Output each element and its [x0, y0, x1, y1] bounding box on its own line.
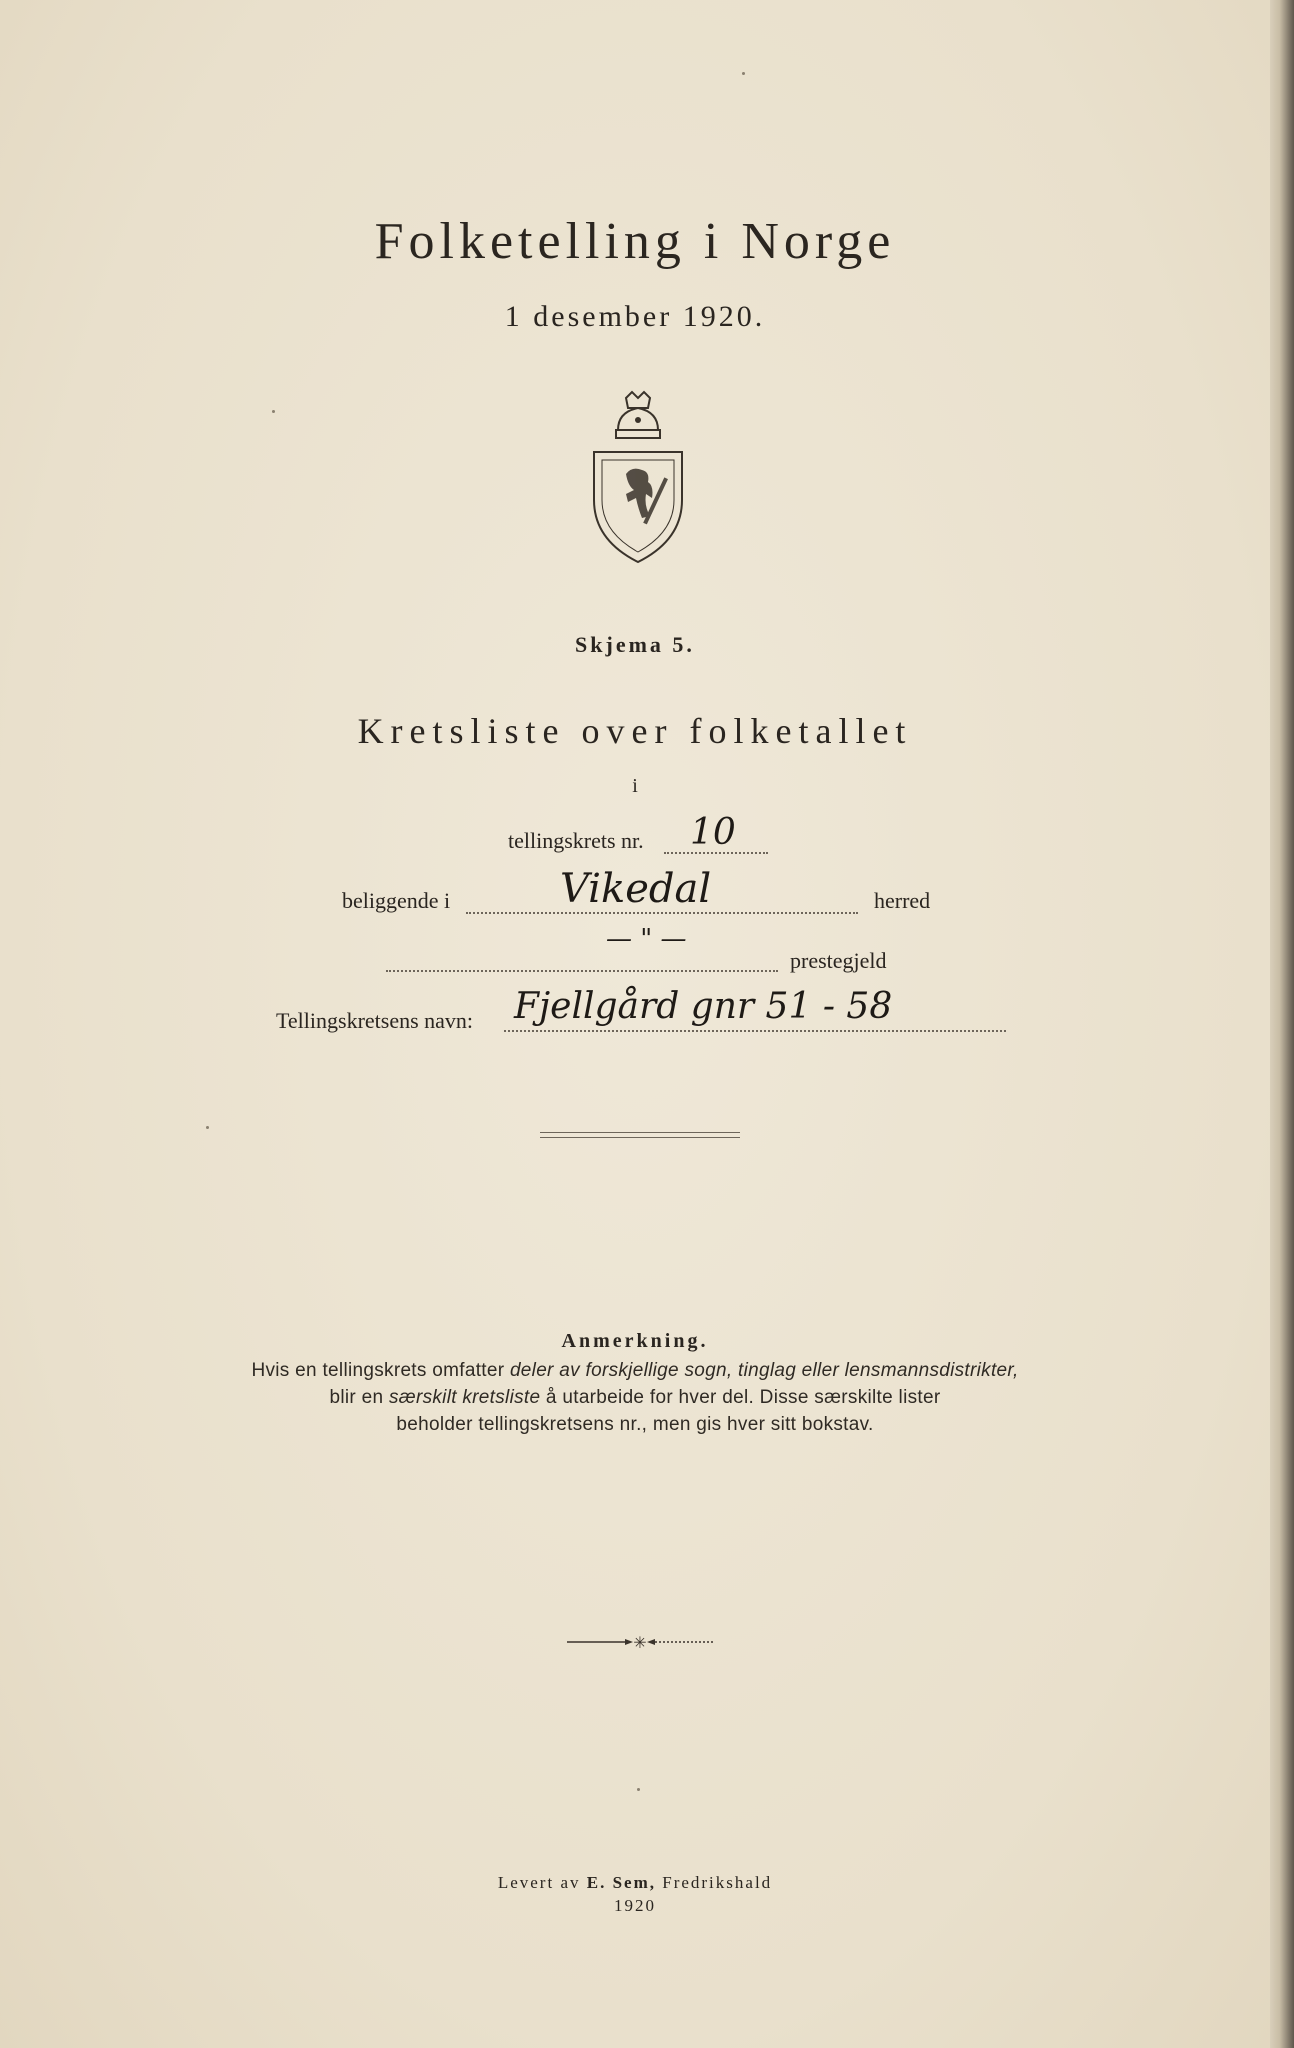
note-line-1-text: Hvis en tellingskrets omfatter	[251, 1360, 510, 1381]
document-title: Folketelling i Norge	[374, 213, 896, 270]
tellingskrets-label: tellingskrets nr.	[508, 828, 644, 853]
printer-year: 1920	[614, 1896, 656, 1915]
tellingskrets-number: 10	[690, 812, 736, 853]
beliggende-label: beliggende i	[342, 888, 451, 913]
note-line-2	[0, 1387, 1270, 1409]
paper-speck	[742, 72, 745, 75]
note-line-1	[0, 1360, 1270, 1382]
printer-name: E. Sem,	[586, 1873, 656, 1892]
kretsnavn-label: Tellingskretsens navn:	[276, 1008, 474, 1033]
printer-line	[0, 1873, 1270, 1893]
paper-speck	[637, 1788, 640, 1791]
prestegjeld-label: prestegjeld	[790, 948, 887, 973]
printer-city: Fredrikshald	[655, 1873, 773, 1892]
divider-rule	[540, 1132, 740, 1138]
note-line-2-italic: særskilt kretsliste	[388, 1387, 541, 1408]
paper-speck	[206, 1126, 209, 1129]
note-heading: Anmerkning.	[561, 1330, 709, 1352]
printer-prefix: Levert av	[497, 1873, 587, 1892]
herred-label: herred	[874, 888, 931, 913]
kretsnavn-line	[504, 1030, 1006, 1032]
census-date: 1 desember 1920.	[504, 300, 766, 333]
prestegjeld-line	[386, 970, 778, 972]
schema-number: Skjema 5.	[575, 632, 695, 657]
note-line-2-text-a: blir en	[329, 1387, 389, 1408]
form-heading: Kretsliste over folketallet	[357, 711, 913, 751]
ornament-divider-icon	[565, 1630, 715, 1654]
kretsnavn-value: Fjellgård gnr 51 - 58	[514, 986, 893, 1027]
note-line-2-text-b: å utarbeide for hver del. Disse særskilte lister	[540, 1387, 941, 1408]
scan-edge	[1270, 0, 1294, 2048]
paper-speck	[272, 410, 275, 413]
municipality-name: Vikedal	[560, 866, 712, 912]
note-line-1-italic: deler av forskjellige sogn, tinglag eller lensmannsdistrikter,	[509, 1360, 1019, 1381]
prestegjeld-ditto: — " —	[606, 924, 687, 954]
beliggende-line	[466, 912, 858, 914]
svg-text:✳: ✳	[633, 1633, 647, 1652]
note-line-3: beholder tellingskretsens nr., men gis hver sitt bokstav.	[396, 1414, 874, 1435]
norwegian-coat-of-arms-icon	[588, 390, 688, 566]
preposition-i: i	[632, 775, 638, 797]
